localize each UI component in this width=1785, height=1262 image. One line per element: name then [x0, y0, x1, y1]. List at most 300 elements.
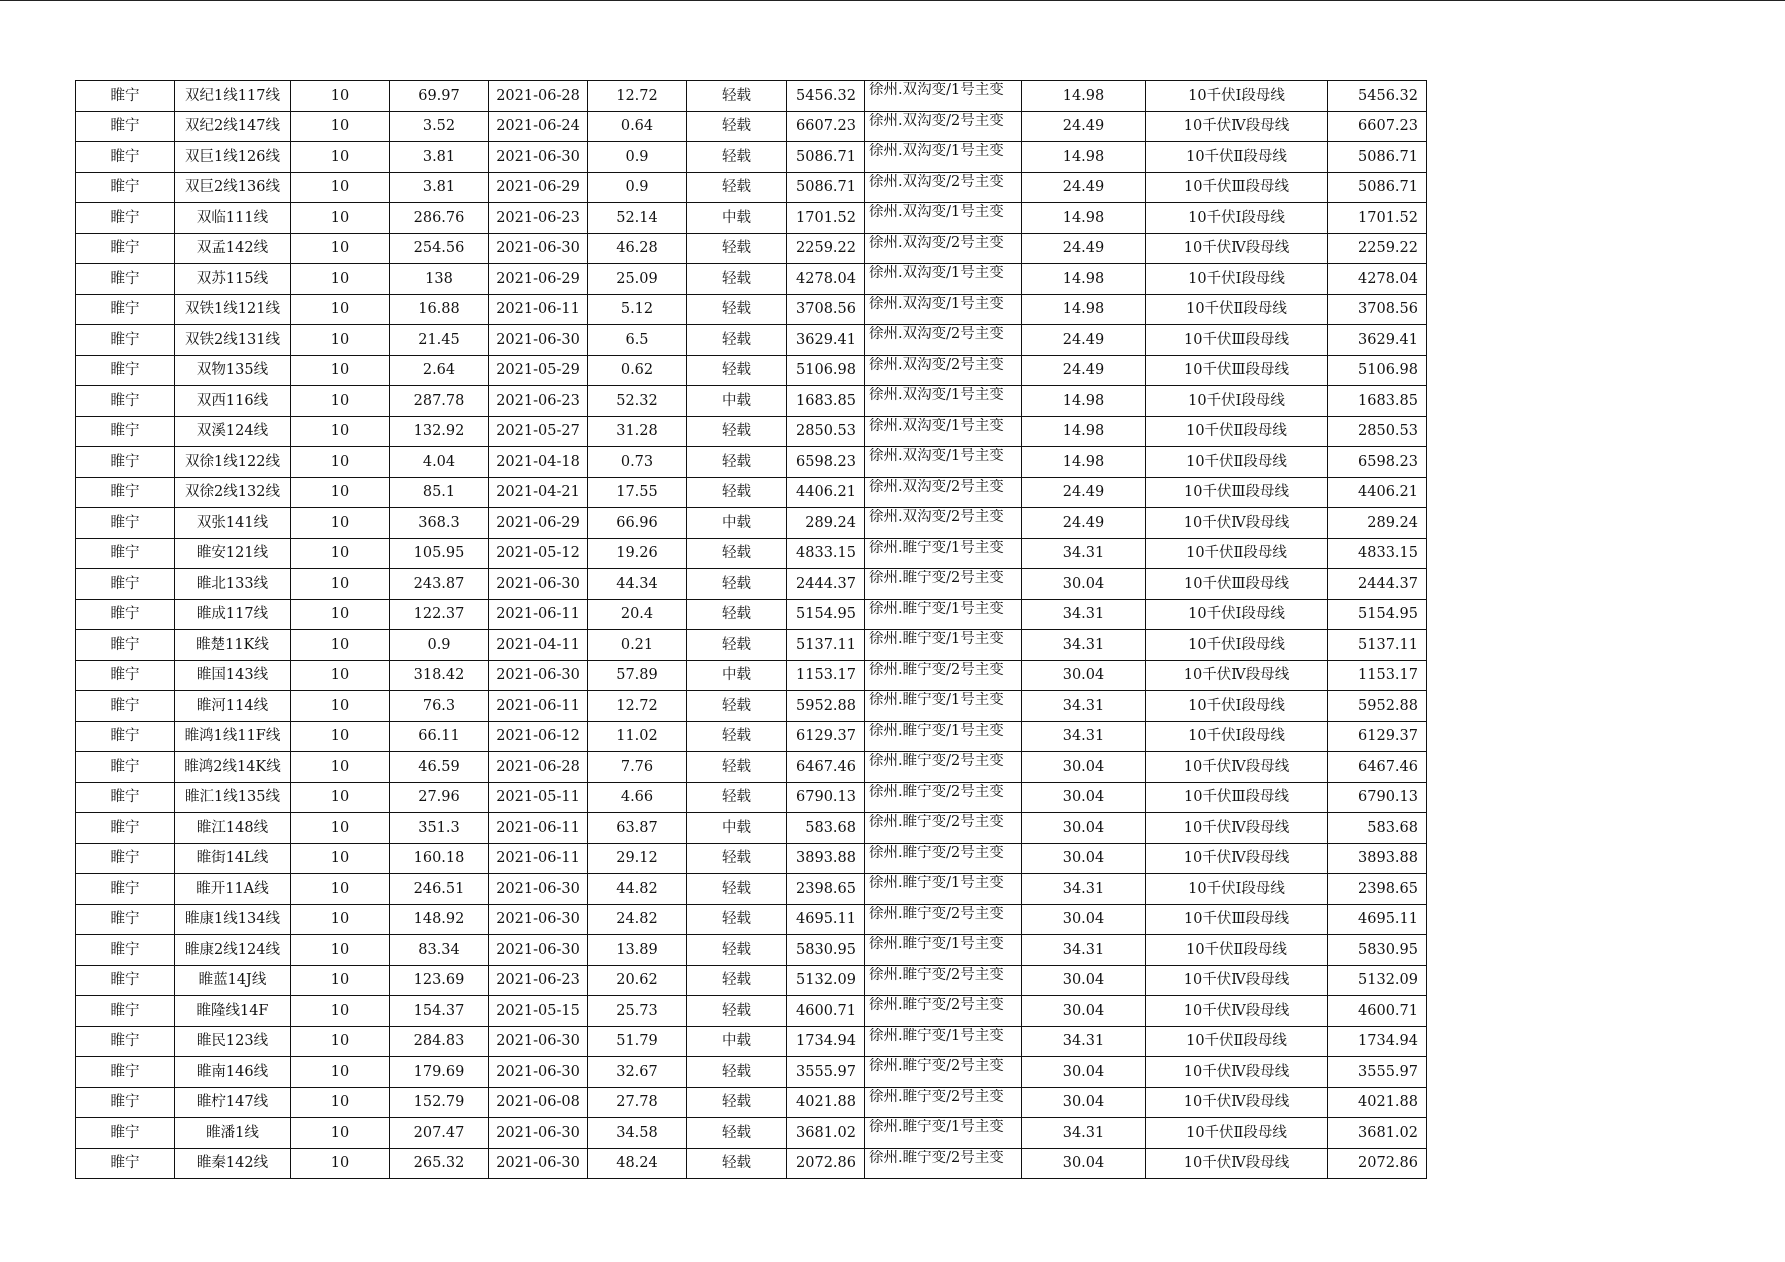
- transformer-cell: [865, 752, 1022, 783]
- load-level-cell: 轻载: [687, 172, 787, 203]
- transformer-cell: [865, 142, 1022, 173]
- county-cell: 睢宁: [76, 1087, 175, 1118]
- transformer-load-cell: 34.31: [1022, 1026, 1146, 1057]
- date-cell: 2021-06-24: [489, 111, 588, 142]
- load-level-cell: 轻载: [687, 233, 787, 264]
- date-cell: 2021-06-30: [489, 935, 588, 966]
- capacity-cell: 5137.11: [1328, 630, 1427, 661]
- voltage-cell: 10: [291, 569, 390, 600]
- voltage-cell: 10: [291, 172, 390, 203]
- busbar-cell: 10千伏Ⅰ段母线: [1146, 599, 1328, 630]
- load-level-cell: 轻载: [687, 1148, 787, 1179]
- transformer-cell: [865, 294, 1022, 325]
- transformer-load-cell: 14.98: [1022, 81, 1146, 112]
- load-level-cell: 轻载: [687, 1118, 787, 1149]
- transformer-load-cell: 14.98: [1022, 203, 1146, 234]
- date-cell: 2021-06-30: [489, 1057, 588, 1088]
- transformer-text: 徐州.双沟变/1号主变: [869, 143, 1004, 159]
- table-row: [76, 111, 1427, 142]
- load-level-cell: 轻载: [687, 691, 787, 722]
- voltage-cell: 10: [291, 660, 390, 691]
- current-cell: 21.45: [390, 325, 489, 356]
- busbar-cell: 10千伏Ⅲ段母线: [1146, 172, 1328, 203]
- busbar-cell: 10千伏Ⅳ段母线: [1146, 660, 1328, 691]
- voltage-cell: 10: [291, 965, 390, 996]
- county-cell: 睢宁: [76, 172, 175, 203]
- available-capacity-cell: 2398.65: [787, 874, 865, 905]
- load-rate-cell: 48.24: [588, 1148, 687, 1179]
- transformer-load-cell: 30.04: [1022, 1057, 1146, 1088]
- line-name-cell: 双巨1线126线: [175, 142, 291, 173]
- county-cell: 睢宁: [76, 630, 175, 661]
- capacity-cell: 2850.53: [1328, 416, 1427, 447]
- date-cell: 2021-06-29: [489, 264, 588, 295]
- capacity-cell: 5154.95: [1328, 599, 1427, 630]
- load-rate-cell: 44.34: [588, 569, 687, 600]
- transformer-cell: [865, 782, 1022, 813]
- date-cell: 2021-06-11: [489, 294, 588, 325]
- load-level-cell: 轻载: [687, 874, 787, 905]
- load-rate-cell: 12.72: [588, 691, 687, 722]
- line-name-cell: 双西116线: [175, 386, 291, 417]
- current-cell: 0.9: [390, 630, 489, 661]
- voltage-cell: 10: [291, 630, 390, 661]
- load-rate-cell: 32.67: [588, 1057, 687, 1088]
- date-cell: 2021-06-30: [489, 569, 588, 600]
- load-rate-cell: 57.89: [588, 660, 687, 691]
- busbar-cell: 10千伏Ⅳ段母线: [1146, 965, 1328, 996]
- load-level-cell: 轻载: [687, 965, 787, 996]
- load-rate-cell: 24.82: [588, 904, 687, 935]
- line-name-cell: 睢潘1线: [175, 1118, 291, 1149]
- transformer-cell: [865, 599, 1022, 630]
- transformer-cell: [865, 630, 1022, 661]
- date-cell: 2021-06-30: [489, 1148, 588, 1179]
- date-cell: 2021-06-30: [489, 233, 588, 264]
- capacity-cell: 1153.17: [1328, 660, 1427, 691]
- transformer-cell: [865, 325, 1022, 356]
- load-rate-cell: 0.21: [588, 630, 687, 661]
- table-body: [76, 81, 1427, 1179]
- transformer-cell: [865, 1057, 1022, 1088]
- voltage-cell: 10: [291, 721, 390, 752]
- available-capacity-cell: 583.68: [787, 813, 865, 844]
- busbar-cell: 10千伏Ⅱ段母线: [1146, 1026, 1328, 1057]
- transformer-load-cell: 34.31: [1022, 538, 1146, 569]
- busbar-cell: 10千伏Ⅳ段母线: [1146, 996, 1328, 1027]
- table-row: [76, 264, 1427, 295]
- load-level-cell: 轻载: [687, 752, 787, 783]
- line-name-cell: 睢鸿1线11F线: [175, 721, 291, 752]
- date-cell: 2021-06-30: [489, 904, 588, 935]
- transformer-cell: [865, 386, 1022, 417]
- capacity-cell: 5086.71: [1328, 142, 1427, 173]
- load-rate-cell: 20.62: [588, 965, 687, 996]
- transformer-text: 徐州.睢宁变/1号主变: [869, 600, 1004, 617]
- date-cell: 2021-04-21: [489, 477, 588, 508]
- date-cell: 2021-04-11: [489, 630, 588, 661]
- busbar-cell: 10千伏Ⅳ段母线: [1146, 752, 1328, 783]
- transformer-load-cell: 30.04: [1022, 660, 1146, 691]
- county-cell: 睢宁: [76, 325, 175, 356]
- date-cell: 2021-05-29: [489, 355, 588, 386]
- available-capacity-cell: 6129.37: [787, 721, 865, 752]
- load-rate-cell: 31.28: [588, 416, 687, 447]
- transformer-cell: [865, 508, 1022, 539]
- line-name-cell: 双孟142线: [175, 233, 291, 264]
- busbar-cell: 10千伏Ⅰ段母线: [1146, 386, 1328, 417]
- load-rate-cell: 44.82: [588, 874, 687, 905]
- transformer-cell: [865, 660, 1022, 691]
- table-row: [76, 569, 1427, 600]
- line-name-cell: 睢康2线124线: [175, 935, 291, 966]
- county-cell: 睢宁: [76, 111, 175, 142]
- busbar-cell: 10千伏Ⅰ段母线: [1146, 630, 1328, 661]
- date-cell: 2021-06-30: [489, 325, 588, 356]
- table-row: [76, 1087, 1427, 1118]
- transformer-load-cell: 14.98: [1022, 142, 1146, 173]
- line-name-cell: 双纪1线117线: [175, 81, 291, 112]
- capacity-cell: 6607.23: [1328, 111, 1427, 142]
- load-level-cell: 轻载: [687, 904, 787, 935]
- load-rate-cell: 52.32: [588, 386, 687, 417]
- line-name-cell: 双徐2线132线: [175, 477, 291, 508]
- date-cell: 2021-06-28: [489, 81, 588, 112]
- feeder-load-table: [75, 80, 1427, 1179]
- table-row: [76, 1026, 1427, 1057]
- transformer-cell: [865, 1026, 1022, 1057]
- table-row: [76, 355, 1427, 386]
- line-name-cell: 睢南146线: [175, 1057, 291, 1088]
- date-cell: 2021-06-11: [489, 599, 588, 630]
- transformer-cell: [865, 172, 1022, 203]
- transformer-cell: [865, 233, 1022, 264]
- table-row: [76, 691, 1427, 722]
- table-row: [76, 874, 1427, 905]
- available-capacity-cell: 3555.97: [787, 1057, 865, 1088]
- line-name-cell: 睢康1线134线: [175, 904, 291, 935]
- current-cell: 76.3: [390, 691, 489, 722]
- line-name-cell: 双临111线: [175, 203, 291, 234]
- current-cell: 3.81: [390, 142, 489, 173]
- capacity-cell: 3681.02: [1328, 1118, 1427, 1149]
- load-level-cell: 轻载: [687, 264, 787, 295]
- load-level-cell: 轻载: [687, 782, 787, 813]
- current-cell: 265.32: [390, 1148, 489, 1179]
- table-row: [76, 1057, 1427, 1088]
- table-row: [76, 447, 1427, 478]
- load-level-cell: 轻载: [687, 721, 787, 752]
- available-capacity-cell: 5952.88: [787, 691, 865, 722]
- transformer-cell: [865, 721, 1022, 752]
- available-capacity-cell: 5456.32: [787, 81, 865, 112]
- voltage-cell: 10: [291, 111, 390, 142]
- date-cell: 2021-06-23: [489, 386, 588, 417]
- load-rate-cell: 11.02: [588, 721, 687, 752]
- capacity-cell: 3629.41: [1328, 325, 1427, 356]
- capacity-cell: 3555.97: [1328, 1057, 1427, 1088]
- county-cell: 睢宁: [76, 538, 175, 569]
- available-capacity-cell: 5137.11: [787, 630, 865, 661]
- county-cell: 睢宁: [76, 965, 175, 996]
- transformer-load-cell: 30.04: [1022, 965, 1146, 996]
- line-name-cell: 睢隆线14F: [175, 996, 291, 1027]
- transformer-load-cell: 34.31: [1022, 691, 1146, 722]
- load-level-cell: 中载: [687, 386, 787, 417]
- transformer-cell: [865, 264, 1022, 295]
- busbar-cell: 10千伏Ⅲ段母线: [1146, 569, 1328, 600]
- load-level-cell: 轻载: [687, 538, 787, 569]
- transformer-load-cell: 34.31: [1022, 721, 1146, 752]
- busbar-cell: 10千伏Ⅰ段母线: [1146, 874, 1328, 905]
- table-row: [76, 1118, 1427, 1149]
- table-row: [76, 996, 1427, 1027]
- capacity-cell: 1683.85: [1328, 386, 1427, 417]
- voltage-cell: 10: [291, 752, 390, 783]
- busbar-cell: 10千伏Ⅰ段母线: [1146, 691, 1328, 722]
- table-row: [76, 325, 1427, 356]
- capacity-cell: 5456.32: [1328, 81, 1427, 112]
- voltage-cell: 10: [291, 1026, 390, 1057]
- county-cell: 睢宁: [76, 569, 175, 600]
- transformer-text: 徐州.睢宁变/1号主变: [869, 692, 1004, 708]
- busbar-cell: 10千伏Ⅲ段母线: [1146, 355, 1328, 386]
- available-capacity-cell: 5106.98: [787, 355, 865, 386]
- county-cell: 睢宁: [76, 1057, 175, 1088]
- table-row: [76, 142, 1427, 173]
- capacity-cell: 3893.88: [1328, 843, 1427, 874]
- voltage-cell: 10: [291, 599, 390, 630]
- current-cell: 286.76: [390, 203, 489, 234]
- load-level-cell: 轻载: [687, 996, 787, 1027]
- transformer-text: 徐州.双沟变/1号主变: [869, 417, 1004, 434]
- county-cell: 睢宁: [76, 233, 175, 264]
- date-cell: 2021-06-30: [489, 142, 588, 173]
- voltage-cell: 10: [291, 1087, 390, 1118]
- transformer-load-cell: 24.49: [1022, 172, 1146, 203]
- line-name-cell: 睢江148线: [175, 813, 291, 844]
- date-cell: 2021-06-12: [489, 721, 588, 752]
- line-name-cell: 睢楚11K线: [175, 630, 291, 661]
- transformer-load-cell: 14.98: [1022, 264, 1146, 295]
- transformer-text: 徐州.双沟变/2号主变: [869, 478, 1004, 495]
- available-capacity-cell: 2850.53: [787, 416, 865, 447]
- voltage-cell: 10: [291, 935, 390, 966]
- transformer-cell: [865, 569, 1022, 600]
- county-cell: 睢宁: [76, 294, 175, 325]
- load-level-cell: 中载: [687, 508, 787, 539]
- available-capacity-cell: 6607.23: [787, 111, 865, 142]
- table-row: [76, 843, 1427, 874]
- current-cell: 46.59: [390, 752, 489, 783]
- current-cell: 287.78: [390, 386, 489, 417]
- table-row: [76, 965, 1427, 996]
- date-cell: 2021-06-30: [489, 874, 588, 905]
- load-rate-cell: 7.76: [588, 752, 687, 783]
- transformer-load-cell: 30.04: [1022, 1148, 1146, 1179]
- transformer-text: 徐州.睢宁变/2号主变: [869, 753, 1004, 769]
- line-name-cell: 双铁2线131线: [175, 325, 291, 356]
- date-cell: 2021-05-15: [489, 996, 588, 1027]
- voltage-cell: 10: [291, 508, 390, 539]
- date-cell: 2021-06-11: [489, 843, 588, 874]
- transformer-load-cell: 34.31: [1022, 935, 1146, 966]
- line-name-cell: 双溪124线: [175, 416, 291, 447]
- capacity-cell: 1734.94: [1328, 1026, 1427, 1057]
- load-rate-cell: 0.64: [588, 111, 687, 142]
- transformer-cell: [865, 965, 1022, 996]
- transformer-cell: [865, 935, 1022, 966]
- voltage-cell: 10: [291, 264, 390, 295]
- transformer-cell: [865, 1118, 1022, 1149]
- capacity-cell: 6467.46: [1328, 752, 1427, 783]
- county-cell: 睢宁: [76, 386, 175, 417]
- line-name-cell: 睢民123线: [175, 1026, 291, 1057]
- table-row: [76, 386, 1427, 417]
- current-cell: 254.56: [390, 233, 489, 264]
- available-capacity-cell: 4021.88: [787, 1087, 865, 1118]
- busbar-cell: 10千伏Ⅲ段母线: [1146, 325, 1328, 356]
- load-level-cell: 轻载: [687, 294, 787, 325]
- county-cell: 睢宁: [76, 935, 175, 966]
- capacity-cell: 5086.71: [1328, 172, 1427, 203]
- available-capacity-cell: 1683.85: [787, 386, 865, 417]
- load-level-cell: 轻载: [687, 477, 787, 508]
- current-cell: 138: [390, 264, 489, 295]
- available-capacity-cell: 2259.22: [787, 233, 865, 264]
- load-rate-cell: 6.5: [588, 325, 687, 356]
- capacity-cell: 2259.22: [1328, 233, 1427, 264]
- transformer-text: 徐州.睢宁变/2号主变: [869, 661, 1004, 678]
- line-name-cell: 双苏115线: [175, 264, 291, 295]
- current-cell: 368.3: [390, 508, 489, 539]
- transformer-text: 徐州.双沟变/1号主变: [869, 204, 1004, 220]
- current-cell: 246.51: [390, 874, 489, 905]
- transformer-load-cell: 24.49: [1022, 477, 1146, 508]
- load-rate-cell: 51.79: [588, 1026, 687, 1057]
- county-cell: 睢宁: [76, 1026, 175, 1057]
- transformer-text: 徐州.双沟变/2号主变: [869, 326, 1004, 342]
- available-capacity-cell: 4695.11: [787, 904, 865, 935]
- voltage-cell: 10: [291, 874, 390, 905]
- current-cell: 105.95: [390, 538, 489, 569]
- transformer-text: 徐州.睢宁变/2号主变: [869, 1088, 1004, 1105]
- capacity-cell: 5830.95: [1328, 935, 1427, 966]
- county-cell: 睢宁: [76, 660, 175, 691]
- voltage-cell: 10: [291, 81, 390, 112]
- date-cell: 2021-06-30: [489, 660, 588, 691]
- table-row: [76, 172, 1427, 203]
- available-capacity-cell: 1701.52: [787, 203, 865, 234]
- load-rate-cell: 46.28: [588, 233, 687, 264]
- capacity-cell: 2444.37: [1328, 569, 1427, 600]
- voltage-cell: 10: [291, 813, 390, 844]
- line-name-cell: 双巨2线136线: [175, 172, 291, 203]
- transformer-load-cell: 34.31: [1022, 630, 1146, 661]
- load-level-cell: 轻载: [687, 81, 787, 112]
- load-level-cell: 轻载: [687, 630, 787, 661]
- county-cell: 睢宁: [76, 904, 175, 935]
- busbar-cell: 10千伏Ⅱ段母线: [1146, 142, 1328, 173]
- busbar-cell: 10千伏Ⅳ段母线: [1146, 1087, 1328, 1118]
- busbar-cell: 10千伏Ⅱ段母线: [1146, 935, 1328, 966]
- voltage-cell: 10: [291, 843, 390, 874]
- load-level-cell: 轻载: [687, 142, 787, 173]
- available-capacity-cell: 2444.37: [787, 569, 865, 600]
- current-cell: 16.88: [390, 294, 489, 325]
- county-cell: 睢宁: [76, 752, 175, 783]
- transformer-load-cell: 24.49: [1022, 355, 1146, 386]
- capacity-cell: 5106.98: [1328, 355, 1427, 386]
- capacity-cell: 583.68: [1328, 813, 1427, 844]
- transformer-text: 徐州.双沟变/1号主变: [869, 448, 1004, 464]
- load-rate-cell: 34.58: [588, 1118, 687, 1149]
- capacity-cell: 4021.88: [1328, 1087, 1427, 1118]
- transformer-text: 徐州.睢宁变/1号主变: [869, 875, 1004, 891]
- line-name-cell: 睢北133线: [175, 569, 291, 600]
- county-cell: 睢宁: [76, 142, 175, 173]
- transformer-cell: [865, 111, 1022, 142]
- transformer-text: 徐州.睢宁变/2号主变: [869, 783, 1004, 800]
- available-capacity-cell: 6598.23: [787, 447, 865, 478]
- current-cell: 318.42: [390, 660, 489, 691]
- county-cell: 睢宁: [76, 691, 175, 722]
- busbar-cell: 10千伏Ⅳ段母线: [1146, 1148, 1328, 1179]
- voltage-cell: 10: [291, 325, 390, 356]
- transformer-text: 徐州.双沟变/2号主变: [869, 356, 1004, 373]
- date-cell: 2021-06-30: [489, 1026, 588, 1057]
- date-cell: 2021-06-23: [489, 203, 588, 234]
- county-cell: 睢宁: [76, 203, 175, 234]
- transformer-text: 徐州.睢宁变/1号主变: [869, 631, 1004, 647]
- transformer-load-cell: 30.04: [1022, 569, 1146, 600]
- county-cell: 睢宁: [76, 416, 175, 447]
- voltage-cell: 10: [291, 355, 390, 386]
- load-rate-cell: 17.55: [588, 477, 687, 508]
- available-capacity-cell: 5086.71: [787, 172, 865, 203]
- transformer-text: 徐州.睢宁变/1号主变: [869, 539, 1004, 556]
- transformer-cell: [865, 81, 1022, 112]
- current-cell: 122.37: [390, 599, 489, 630]
- line-name-cell: 睢开11A线: [175, 874, 291, 905]
- transformer-cell: [865, 477, 1022, 508]
- available-capacity-cell: 3681.02: [787, 1118, 865, 1149]
- table-row: [76, 1148, 1427, 1179]
- load-rate-cell: 0.9: [588, 172, 687, 203]
- date-cell: 2021-06-23: [489, 965, 588, 996]
- line-name-cell: 睢秦142线: [175, 1148, 291, 1179]
- county-cell: 睢宁: [76, 721, 175, 752]
- capacity-cell: 6790.13: [1328, 782, 1427, 813]
- transformer-text: 徐州.双沟变/2号主变: [869, 234, 1004, 251]
- date-cell: 2021-06-29: [489, 172, 588, 203]
- transformer-cell: [865, 1148, 1022, 1179]
- busbar-cell: 10千伏Ⅳ段母线: [1146, 233, 1328, 264]
- transformer-text: 徐州.睢宁变/2号主变: [869, 1058, 1004, 1074]
- transformer-text: 徐州.睢宁变/1号主变: [869, 936, 1004, 952]
- transformer-load-cell: 24.49: [1022, 233, 1146, 264]
- load-level-cell: 轻载: [687, 355, 787, 386]
- current-cell: 179.69: [390, 1057, 489, 1088]
- transformer-cell: [865, 996, 1022, 1027]
- line-name-cell: 睢街14L线: [175, 843, 291, 874]
- current-cell: 148.92: [390, 904, 489, 935]
- busbar-cell: 10千伏Ⅰ段母线: [1146, 264, 1328, 295]
- line-name-cell: 睢河114线: [175, 691, 291, 722]
- transformer-cell: [865, 843, 1022, 874]
- transformer-text: 徐州.双沟变/1号主变: [869, 295, 1004, 312]
- voltage-cell: 10: [291, 996, 390, 1027]
